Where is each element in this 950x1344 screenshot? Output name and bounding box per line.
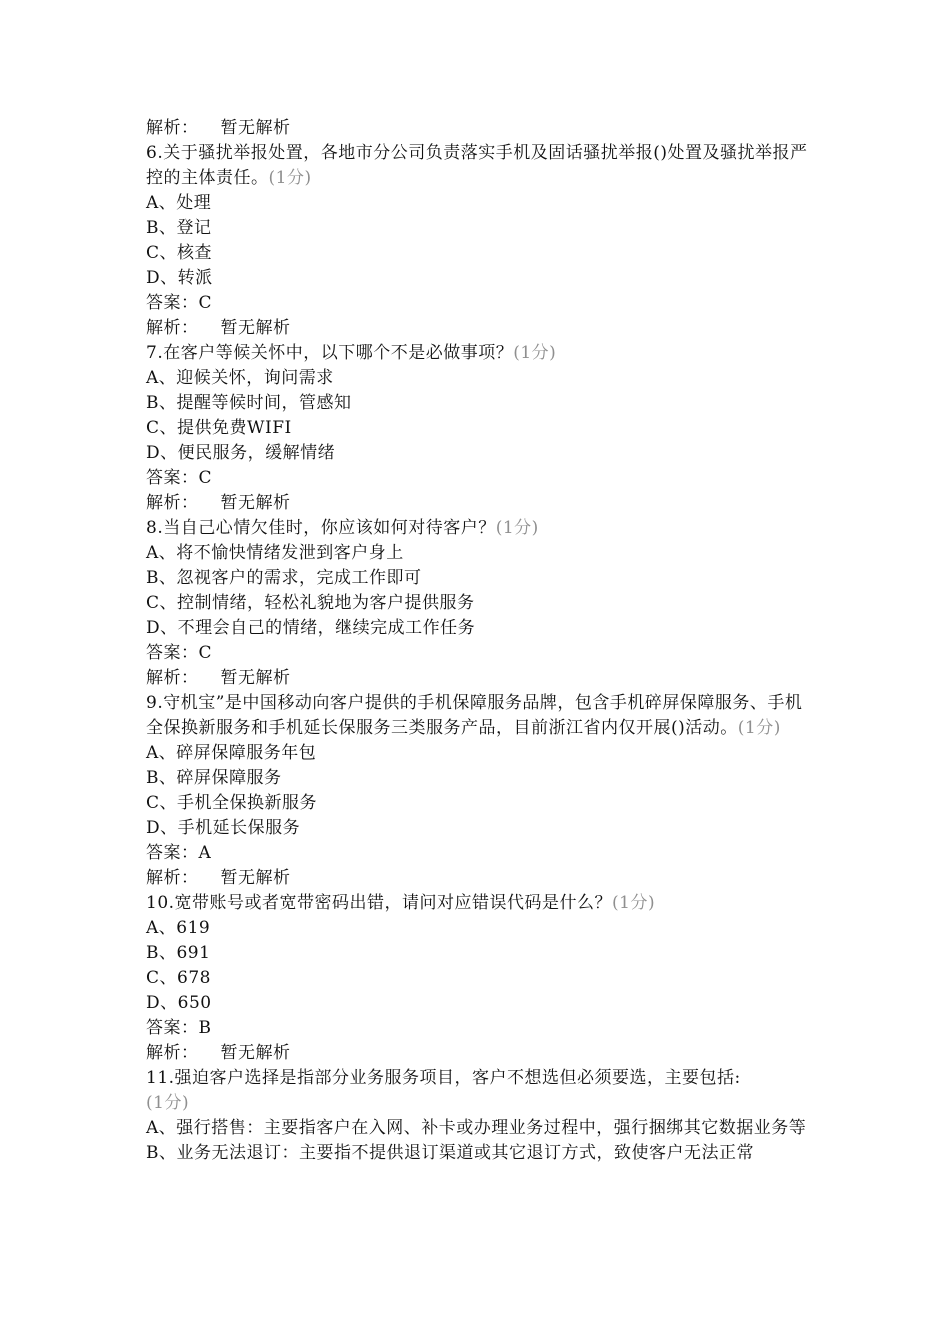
question-text: 10.宽带账号或者宽带密码出错，请问对应错误代码是什么？: [146, 893, 613, 913]
option-a: A、迎候关怀，询问需求: [146, 368, 334, 388]
question-8: [146, 516, 810, 541]
option-d: D、650: [146, 993, 212, 1013]
analysis-line: [146, 491, 810, 516]
option-a: A、强行搭售：主要指客户在入网、补卡或办理业务过程中，强行捆绑其它数据业务等: [146, 1118, 807, 1138]
question-text: 7.在客户等候关怀中，以下哪个不是必做事项？: [146, 343, 514, 363]
question-text: 9.守机宝”是中国移动向客户提供的手机保障服务品牌，包含手机碎屏保障服务、手机全保换新服务和手机延长保服务三类服务产品，目前浙江省内仅开展()活动。: [146, 693, 803, 738]
analysis-line: [146, 866, 810, 891]
score-badge: (1分): [737, 718, 781, 738]
answer-line: 答案：A: [146, 843, 212, 863]
analysis-text: 暂无解析: [220, 1043, 291, 1063]
analysis-label: 解析：: [146, 493, 199, 513]
score-badge: (1分): [612, 893, 656, 913]
option-c: C、控制情绪，轻松礼貌地为客户提供服务: [146, 593, 475, 613]
question-9: [146, 691, 810, 741]
question-text: 8.当自己心情欠佳时，你应该如何对待客户？: [146, 518, 496, 538]
option-d: D、手机延长保服务: [146, 818, 301, 838]
document-content: [146, 116, 810, 1166]
answer-line: 答案：C: [146, 468, 213, 488]
answer-line: 答案：C: [146, 293, 213, 313]
score-badge: (1分): [268, 168, 312, 188]
question-10: [146, 891, 810, 916]
option-a: A、将不愉快情绪发泄到客户身上: [146, 543, 404, 563]
option-c: C、提供免费WIFI: [146, 418, 292, 438]
analysis-label: 解析：: [146, 318, 199, 338]
option-c: C、手机全保换新服务: [146, 793, 318, 813]
option-c: C、678: [146, 968, 211, 988]
question-6: [146, 141, 810, 191]
analysis-text: 暂无解析: [220, 668, 291, 688]
option-d: D、不理会自己的情绪，继续完成工作任务: [146, 618, 476, 638]
analysis-text: 暂无解析: [220, 318, 291, 338]
analysis-line: [146, 1041, 810, 1066]
score-badge: (1分): [146, 1093, 190, 1113]
analysis-label: 解析：: [146, 868, 199, 888]
option-a: A、619: [146, 918, 211, 938]
score-badge: (1分): [495, 518, 539, 538]
question-text: 11.强迫客户选择是指部分业务服务项目，客户不想选但必须要选，主要包括:: [146, 1068, 741, 1088]
question-7: [146, 341, 810, 366]
option-c: C、核查: [146, 243, 213, 263]
option-b: B、登记: [146, 218, 212, 238]
answer-line: 答案：C: [146, 643, 213, 663]
answer-line: 答案：B: [146, 1018, 212, 1038]
option-d: D、便民服务，缓解情绪: [146, 443, 336, 463]
option-b: B、忽视客户的需求，完成工作即可: [146, 568, 422, 588]
option-d: D、转派: [146, 268, 213, 288]
analysis-label: 解析：: [146, 1043, 199, 1063]
option-b: B、碎屏保障服务: [146, 768, 282, 788]
analysis-line: [146, 666, 810, 691]
score-badge: (1分): [513, 343, 557, 363]
analysis-line: [146, 316, 810, 341]
analysis-text: 暂无解析: [220, 118, 291, 138]
analysis-line: [146, 116, 810, 141]
question-text: 6.关于骚扰举报处置，各地市分公司负责落实手机及固话骚扰举报()处置及骚扰举报严控的主体责任。: [146, 143, 808, 188]
option-b: B、691: [146, 943, 211, 963]
question-11: [146, 1066, 810, 1116]
analysis-label: 解析：: [146, 118, 199, 138]
option-b: B、提醒等候时间，管感知: [146, 393, 352, 413]
analysis-label: 解析：: [146, 668, 199, 688]
option-a: A、处理: [146, 193, 212, 213]
option-a: A、碎屏保障服务年包: [146, 743, 317, 763]
analysis-text: 暂无解析: [220, 493, 291, 513]
analysis-text: 暂无解析: [220, 868, 291, 888]
option-b: B、业务无法退订：主要指不提供退订渠道或其它退订方式，致使客户无法正常: [146, 1143, 754, 1163]
